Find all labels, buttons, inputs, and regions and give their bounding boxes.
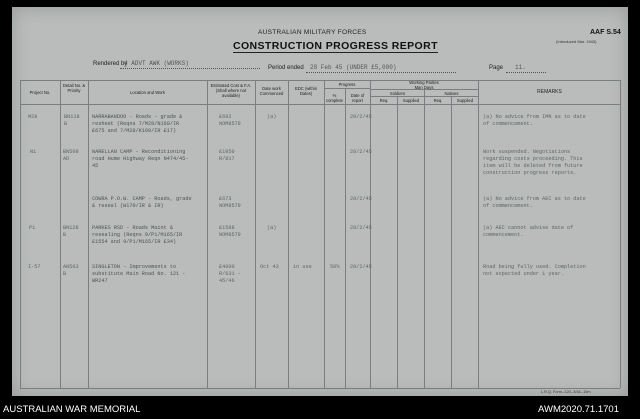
row-0-location: NARRABANDOO - Roads - grade & resheet (Reqns 7/M28/N160/IR £675 and 7/M28/K160/IR £17) (92, 114, 183, 134)
progress-sub-rule (324, 88, 370, 89)
row-0-commenced: (a) (267, 114, 277, 120)
col-rule-3 (207, 80, 208, 388)
col-rule-7 (345, 88, 346, 388)
row-0-date: 28/2/45 (350, 114, 372, 120)
row-2-location: COWRA P.O.W. CAMP - Roads, grade & reseal (W170/IR & IR) (92, 196, 192, 209)
row-2-cost: £673 NOM8579 (219, 196, 241, 209)
period-label: Period ended (268, 65, 304, 71)
row-3-remarks: (a) AEC cannot advise date of commencement. (483, 225, 574, 238)
caption-left: AUSTRALIAN WAR MEMORIAL (3, 404, 141, 415)
row-0-cost: £692 NOM8579 (219, 114, 241, 127)
row-2-date: 28/2/45 (350, 196, 372, 202)
col-progress-date: Date of report (350, 93, 365, 103)
page-value: 11. (515, 64, 526, 71)
row-1-date: 28/2/45 (350, 149, 372, 155)
col-soldiers: Soldiers (389, 91, 406, 96)
report-sheet (12, 7, 628, 396)
row-3-cost: £1588 NOM8579 (219, 225, 241, 238)
table-header-rule (20, 104, 620, 105)
col-man-days: Man Days (414, 85, 434, 90)
row-4-remarks: Road being fully used. Completion not expected under 1 year. (483, 264, 586, 277)
org-heading: AUSTRALIAN MILITARY FORCES (258, 29, 367, 36)
col-soldiers-supplied: Supplied (402, 98, 420, 103)
row-4-pct: 50% (330, 264, 340, 270)
col-estimated-cost: Estimated Cost & F.A. (Shall where not available) (210, 83, 252, 98)
period-value: 28 Feb 45 (UNDER £5,000) (310, 64, 397, 71)
form-code: AAF S.54 (590, 29, 621, 36)
row-0-detail: BN118 B (64, 114, 80, 127)
page-underline (506, 72, 546, 73)
rendered-by-underline (120, 68, 260, 69)
col-natives: Natives (444, 91, 459, 96)
col-rule-2 (88, 80, 89, 388)
col-natives-req: Req. (433, 98, 443, 103)
row-4-project: I-57 (28, 264, 41, 270)
col-rule-13 (620, 80, 621, 388)
row-1-remarks: Work suspended. Negotiations regarding costs proceeding. This item will be deleted from future construction progress reports. (483, 149, 583, 176)
col-date-commenced: Date work Commenced (259, 86, 284, 96)
col-edc: EDC (within Dates) (294, 86, 318, 96)
col-rule-8 (370, 80, 371, 388)
table-bottom-rule (20, 388, 620, 389)
col-rule-10 (424, 89, 425, 388)
col-rule-6 (324, 80, 325, 388)
row-1-detail: BN508 AD (63, 149, 79, 162)
col-rule-11 (451, 96, 452, 388)
col-soldiers-req: Req. (379, 98, 389, 103)
row-3-commenced: (a) (267, 225, 277, 231)
row-4-detail: AN503 B (63, 264, 79, 277)
row-3-date: 28/2/45 (350, 225, 372, 231)
row-3-project: P1 (29, 225, 36, 231)
row-0-project: M28 (28, 114, 38, 120)
col-remarks: REMARKS (537, 89, 562, 95)
col-rule-9 (397, 96, 398, 388)
col-working-parties: Working Parties (409, 80, 439, 85)
row-1-cost: £1950 R/817 (219, 149, 235, 162)
col-rule-0 (20, 80, 21, 388)
row-3-location: PARKES RSD - Roads Maint & resealing (Reqns 9/P1/M165/IR £1554 and 9/P1/M165/IR £34) (92, 225, 183, 245)
row-4-cost: £4000 R/631 - 45/46 (219, 264, 241, 284)
row-2-remarks: (a) No advice from AEC as to date of commencement. (483, 196, 586, 209)
col-location: Location and Work (130, 90, 165, 95)
period-underline (306, 72, 456, 73)
col-progress-pct: % complete (326, 93, 343, 103)
col-rule-5 (288, 80, 289, 388)
report-title: CONSTRUCTION PROGRESS REPORT (233, 40, 438, 52)
row-0-remarks: (a) No advice from IMN as to date of commencement. (483, 114, 586, 127)
row-4-date: 28/2/45 (350, 264, 372, 270)
col-rule-4 (255, 80, 256, 388)
col-rule-1 (60, 80, 61, 388)
col-progress: Progress (338, 82, 356, 87)
col-natives-supplied: Supplied (456, 98, 474, 103)
col-project-no: Project No. (29, 90, 51, 95)
rendered-by-value: 4 ADVT AWK (WORKS) (124, 60, 189, 67)
row-1-location: NARELLAN CAMP - Reconditioning road Hume Highway Reqn N474/45- 45 (92, 149, 189, 169)
col-rule-12 (478, 80, 479, 388)
row-1-project: N1 (30, 149, 37, 155)
form-note: (Introduced Mar. 1943) (556, 39, 597, 44)
row-4-edc: in use (293, 264, 312, 270)
table-top-rule (20, 80, 620, 81)
row-3-detail: BN128 B (63, 225, 79, 238)
caption-right: AWM2020.71.1701 (538, 404, 619, 415)
row-4-commenced: Oct 43 (260, 264, 279, 270)
page-label: Page (489, 65, 504, 71)
col-detail-no: Detail No. & Priority (62, 83, 86, 93)
print-code: L.R.Q. Form--120--3/44--10m (541, 390, 591, 394)
rendered-by-label: Rendered by (93, 61, 128, 67)
row-4-location: SINGLETON - Improvements to substitute Main Road No. 121 - WR247 (92, 264, 186, 284)
